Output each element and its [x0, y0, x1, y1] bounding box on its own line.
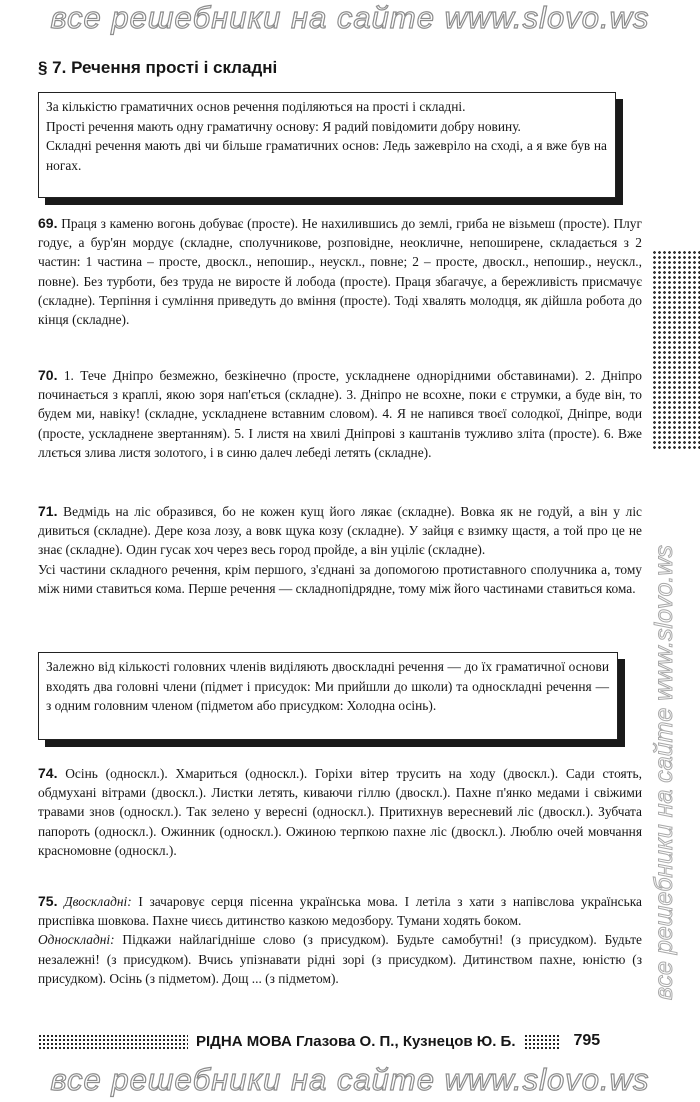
exercise-text: Ведмідь на ліс образився, бо не кожен кущ його лякає (складне). Вовка як не годуй, а він у ліс дивиться (складне). Дере коза лозу, а вовк щука козу (складне). У зайця є взимку щастя, а той про це не знає (складне). Один гусак хоч через весь город пройде, а він уціліє (складне).	[38, 504, 642, 558]
one-part-label: Односкладні:	[38, 932, 115, 948]
side-checker-pattern	[652, 250, 700, 450]
rule-box-one-two-part	[38, 652, 618, 740]
rule-line: Прості речення мають одну граматичну основу: Я радий повідомити добру новину.	[46, 118, 521, 134]
page-footer	[38, 1028, 642, 1054]
exercise-text: Осінь (односкл.). Хмариться (односкл.). Горіхи вітер трусить на ходу (двоскл.). Сади стоять, обдмухані вітрами (двоскл.). Листки летять, киваючи гіллю (двоскл.). Пахне п'янко медами і свіжими травами знов (односкл.). Так зелено у вересні (односкл.). Притихнув вересневий ліс (двоскл.). Зубчата папороть (односкл.). Ожинник (односкл.). Ожиною терпкою пахне ліс (двоскл.). Люблю очей мовчання красномовне (односкл.).	[38, 766, 642, 858]
exercise-69	[38, 214, 642, 329]
exercise-number: 74.	[38, 765, 58, 781]
footer-pattern-left	[38, 1034, 188, 1049]
one-part-text: Підкажи найлагідніше слово (з присудком). Будьте самобутні! (з присудком). Будьте незалежні! (з присудком). Вчись упізнавати рідні зорі (з присудком). Дитинством пахне, юністю (з присудком). Осінь (з підметом). Дощ ... (з підметом).	[38, 932, 642, 986]
two-part-text: І зачаровує серця пісенна українська мова. І летіла з хати з напівслова українська приспівка шовкова. Пахне чиєсь дитинство казкою медозбору. Тумани ходять боком.	[38, 894, 642, 929]
two-part-label: Двоскладні:	[64, 894, 132, 909]
exercise-71	[38, 502, 642, 598]
rule-line: За кількістю граматичних основ речення поділяються на прості і складні.	[46, 99, 466, 114]
watermark-top: все решебники на сайте www.slovo.ws	[50, 0, 650, 35]
exercise-text: 1. Тече Дніпро безмежно, безкінечно (просте, ускладнене однорідними обставинами). 2. Дніпро починається з краплі, якою зоря нап'ється (складне). 3. Дніпро не всохне, поки є струмки, а буде він, то будем ми, навіку! (складне, ускладнене вставним словом). 4. Я не напився твоєї солодкої, Дніпре, води (просте, ускладнене звертанням). 5. І листя на хвилі Дніпрові з каштанів тужливо зліта (просте). 6. Вже ллється злива листя золотого, і в синю далеч лебеді летять (складне).	[38, 368, 642, 460]
exercise-74	[38, 764, 642, 860]
watermark-bottom: все решебники на сайте www.slovo.ws	[50, 1062, 650, 1097]
footer-pattern-right	[524, 1034, 560, 1049]
rule-box-sentence-types	[38, 92, 616, 198]
exercise-note: Усі частини складного речення, крім першого, з'єднані за допомогою протиставного сполучника а, тому між ними ставиться кома. Перше речення — складнопідрядне, тому між його частинами ставиться кома.	[38, 561, 642, 596]
rule-text: Залежно від кількості головних членів виділяють двоскладні речення — до їх граматичної основи входять два головні члени (підмет і присудок: Ми прийшли до школи) та односкладні речення — з одним головним членом (підметом або присудком: Холодна осінь).	[46, 659, 609, 713]
exercise-number: 69.	[38, 215, 58, 231]
watermark-side: все решебники на сайте www.slovo.ws	[650, 545, 678, 1000]
page-number: 795	[573, 1032, 601, 1049]
exercise-number: 75.	[38, 893, 58, 909]
exercise-70	[38, 366, 642, 462]
exercise-75	[38, 892, 642, 988]
footer-book-title: РІДНА МОВА Глазова О. П., Кузнецов Ю. Б.	[196, 1032, 516, 1050]
exercise-number: 71.	[38, 503, 58, 519]
exercise-text: Праця з каменю вогонь добуває (просте). Не нахилившись до землі, гриба не візьмеш (просте). Плуг годує, а бур'ян мордує (складне, сполучникове, розповідне, неокличне, непоширене, складається з 2 частин: 1 частина – просте, двоскл., непошир., неускл., повне; 2 – просте, двоскл., непошир., неускл., повне). Без турботи, без труда не виросте й лобода (просте). Праця збагачує, а бережливість присмачує (складне). Терпіння і сумління приведуть до вміння (просте). Тоді хвалять молодця, як дійшла робота до кінця (складне).	[38, 216, 642, 328]
rule-line: Складні речення мають дві чи більше граматичних основ: Ледь зажевріло на сході, а я вже був на ногах.	[46, 138, 607, 173]
page-title: § 7. Речення прості і складні	[38, 58, 278, 77]
exercise-number: 70.	[38, 367, 58, 383]
